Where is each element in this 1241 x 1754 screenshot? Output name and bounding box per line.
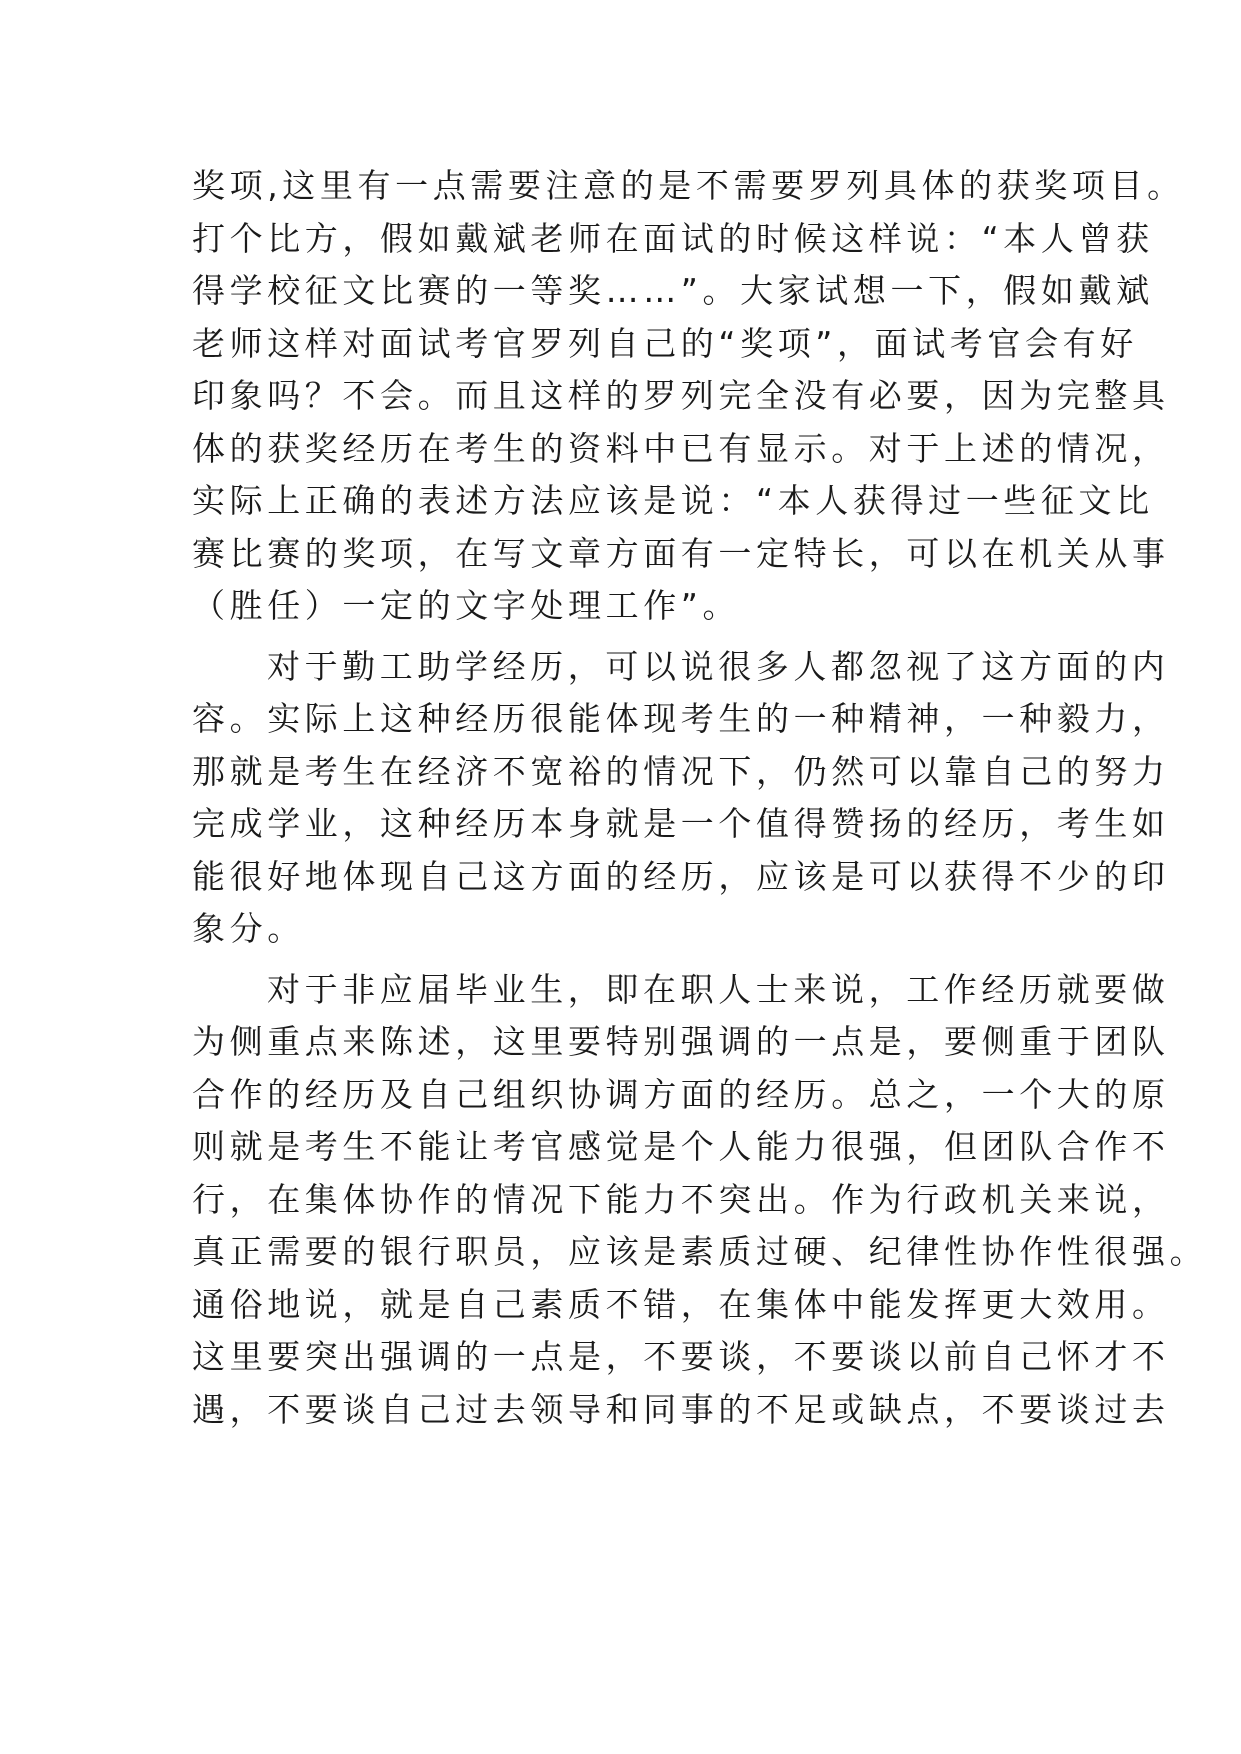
text-line: 容。实际上这种经历很能体现考生的一种精神，一种毅力， bbox=[192, 699, 1170, 738]
text-line: 老师这样对面试考官罗列自己的“奖项”，面试考官会有好 bbox=[192, 323, 1138, 363]
text-line: 遇，不要谈自己过去领导和同事的不足或缺点，不要谈过去 bbox=[192, 1389, 1170, 1429]
paragraph-work-experience bbox=[192, 964, 1208, 1437]
text-line: 这里要突出强调的一点是，不要谈，不要谈以前自己怀才不 bbox=[192, 1337, 1170, 1376]
text-line: 完成学业，这种经历本身就是一个值得赞扬的经历，考生如 bbox=[192, 804, 1170, 843]
text-line: 则就是考生不能让考官感觉是个人能力很强，但团队合作不 bbox=[192, 1127, 1170, 1166]
text-line: （胜任）一定的文字处理工作”。 bbox=[192, 586, 741, 625]
text-line: 能很好地体现自己这方面的经历，应该是可以获得不少的印 bbox=[192, 856, 1170, 896]
text-line: 赛比赛的奖项，在写文章方面有一定特长，可以在机关从事 bbox=[192, 533, 1170, 573]
text-line: 得学校征文比赛的一等奖……”。大家试想一下，假如戴斌 bbox=[192, 271, 1154, 310]
paragraph-gap bbox=[192, 633, 1092, 641]
text-line: 对于勤工助学经历，可以说很多人都忽视了这方面的内 bbox=[267, 646, 1170, 686]
text-line: 合作的经历及自己组织协调方面的经历。总之，一个大的原 bbox=[192, 1074, 1170, 1114]
text-line: 印象吗？不会。而且这样的罗列完全没有必要，因为完整具 bbox=[192, 376, 1170, 415]
text-line: 奖项,这里有一点需要注意的是不需要罗列具体的获奖项目。 bbox=[192, 166, 1185, 205]
paragraph-work-study bbox=[192, 641, 1170, 956]
text-line: 象分。 bbox=[192, 909, 305, 948]
paragraph-gap bbox=[192, 956, 1092, 964]
body-text bbox=[192, 160, 1208, 1436]
text-line: 那就是考生在经济不宽裕的情况下，仍然可以靠自己的努力 bbox=[192, 751, 1170, 791]
text-line: 为侧重点来陈述，这里要特别强调的一点是，要侧重于团队 bbox=[192, 1022, 1170, 1061]
text-line: 真正需要的银行职员，应该是素质过硬、纪律性协作性很强。 bbox=[192, 1232, 1208, 1271]
paragraph-awards bbox=[192, 160, 1185, 633]
text-line: 通俗地说，就是自己素质不错，在集体中能发挥更大效用。 bbox=[192, 1284, 1170, 1324]
text-line: 打个比方，假如戴斌老师在面试的时候这样说：“本人曾获 bbox=[192, 218, 1154, 258]
text-line: 对于非应届毕业生，即在职人士来说，工作经历就要做 bbox=[267, 969, 1170, 1009]
text-line: 体的获奖经历在考生的资料中已有显示。对于上述的情况， bbox=[192, 428, 1170, 468]
text-line: 行，在集体协作的情况下能力不突出。作为行政机关来说， bbox=[192, 1179, 1170, 1219]
text-line: 实际上正确的表述方法应该是说：“本人获得过一些征文比 bbox=[192, 481, 1154, 520]
